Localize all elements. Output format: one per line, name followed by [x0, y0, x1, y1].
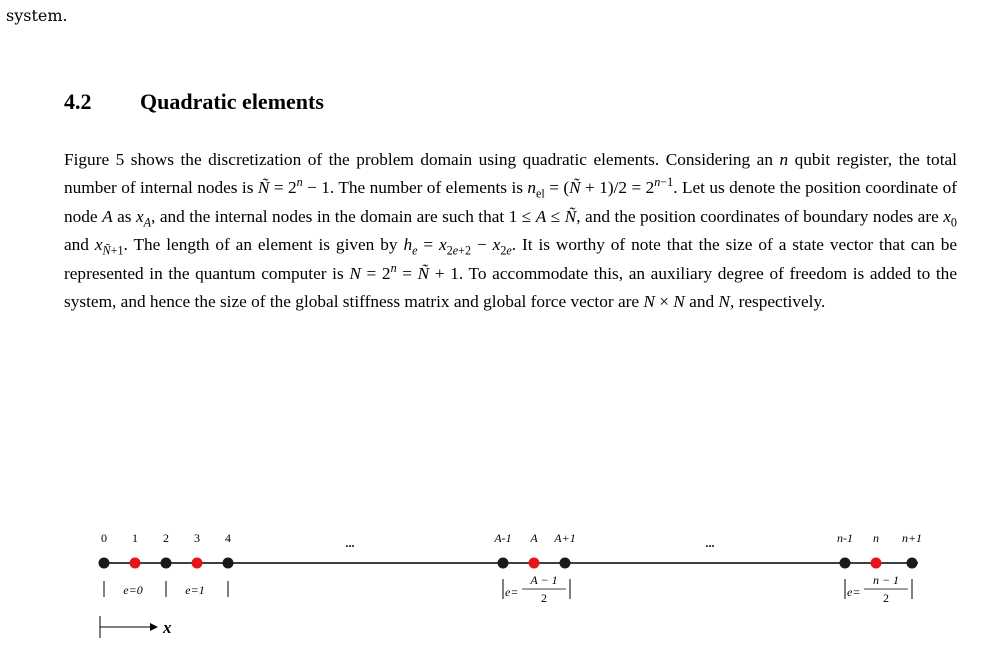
node-label: 2 — [163, 531, 169, 545]
axis-label: x — [163, 618, 172, 637]
ellipsis-label: ... — [705, 536, 715, 550]
math-xA: $x_A$ — [135, 206, 152, 230]
midside-node — [130, 558, 141, 569]
element-numerator: A − 1 — [530, 573, 558, 587]
math-NxN: N × N — [643, 292, 685, 312]
element-denominator: 2 — [883, 591, 889, 605]
element-label-0: e=0 — [123, 583, 143, 597]
section-number: 4.2 — [64, 89, 92, 114]
math-N: $N = 2^n$ = Ñ + 1 — [349, 260, 459, 283]
section-title: Quadratic elements — [140, 89, 324, 114]
end-node — [560, 558, 571, 569]
node-label: n — [873, 531, 879, 545]
math-n: n — [779, 150, 789, 169]
body-paragraph — [64, 146, 957, 316]
previous-paragraph-end: system. — [6, 6, 68, 25]
element-denominator: 2 — [541, 591, 547, 605]
math-num-elements: $n_{el}$ = (Ñ + $1)/2 = 2^{n-1}$ — [527, 175, 674, 201]
text-run: . Let us denote the position coordinate of node — [64, 178, 958, 226]
node-label: A+1 — [554, 531, 576, 545]
node-label: n+1 — [901, 531, 923, 545]
node-label: 4 — [225, 531, 231, 545]
node-label-group — [101, 531, 922, 550]
element-label-n — [845, 573, 912, 605]
text-run: Figure 5 shows the discretization of the problem domain using quadratic elements. Considering an — [64, 150, 780, 169]
text-run: . To accommodate this, an auxiliary degree of freedom is added to the system, and hence the size of the global stiffness matrix and global force vector are — [64, 263, 957, 312]
text-run: and — [684, 292, 719, 312]
node-label: n-1 — [837, 531, 853, 545]
math-he: $h_e = x_{2e+2} - x_{2e}$ — [403, 235, 512, 258]
text-run: , respectively. — [729, 292, 826, 312]
element-prefix: e= — [505, 585, 519, 599]
node-label: A-1 — [494, 531, 512, 545]
text-run: , and the position coordinates of boundary nodes are — [576, 206, 944, 226]
midside-node — [871, 558, 882, 569]
text-run: qubit register, the total number of internal nodes is — [64, 150, 957, 198]
text-run: . The length of an element is given by — [123, 235, 404, 255]
end-node — [99, 558, 110, 569]
node-label: 1 — [132, 531, 138, 545]
text-run: , and the internal nodes in the domain are such that — [151, 206, 509, 226]
element-numerator: n − 1 — [872, 573, 900, 587]
discretization-figure — [0, 520, 981, 648]
node-label: 0 — [101, 531, 107, 545]
end-node — [907, 558, 918, 569]
end-node — [161, 558, 172, 569]
element-label-A — [503, 573, 570, 605]
math-A: A — [102, 206, 113, 226]
math-xN1: $x_{Ñ+1}$ — [94, 235, 124, 258]
midside-node — [529, 558, 540, 569]
node-label: 3 — [194, 531, 200, 545]
math-range: 1 ≤ A ≤ Ñ — [508, 206, 577, 226]
text-run: . The number of elements is — [329, 178, 528, 198]
math-x0: $x_0$ — [943, 206, 957, 230]
math-internal-nodes: Ñ = $2^n - 1$ — [257, 175, 330, 198]
end-node — [223, 558, 234, 569]
axis-arrow — [100, 616, 172, 638]
element-label-1: e=1 — [185, 583, 205, 597]
text-run: . It is worthy of note that the size of a state vector that can be represented in the quantum computer is — [64, 235, 958, 283]
section-heading — [64, 88, 324, 116]
text-run: and — [64, 235, 95, 255]
discretization-diagram — [0, 520, 981, 648]
math-N2: N — [718, 292, 730, 312]
node-label: A — [530, 531, 538, 545]
element-prefix: e= — [847, 585, 861, 599]
text-run: as — [112, 206, 136, 226]
end-node — [840, 558, 851, 569]
midside-node — [192, 558, 203, 569]
end-node — [498, 558, 509, 569]
ellipsis-label: ... — [345, 536, 355, 550]
